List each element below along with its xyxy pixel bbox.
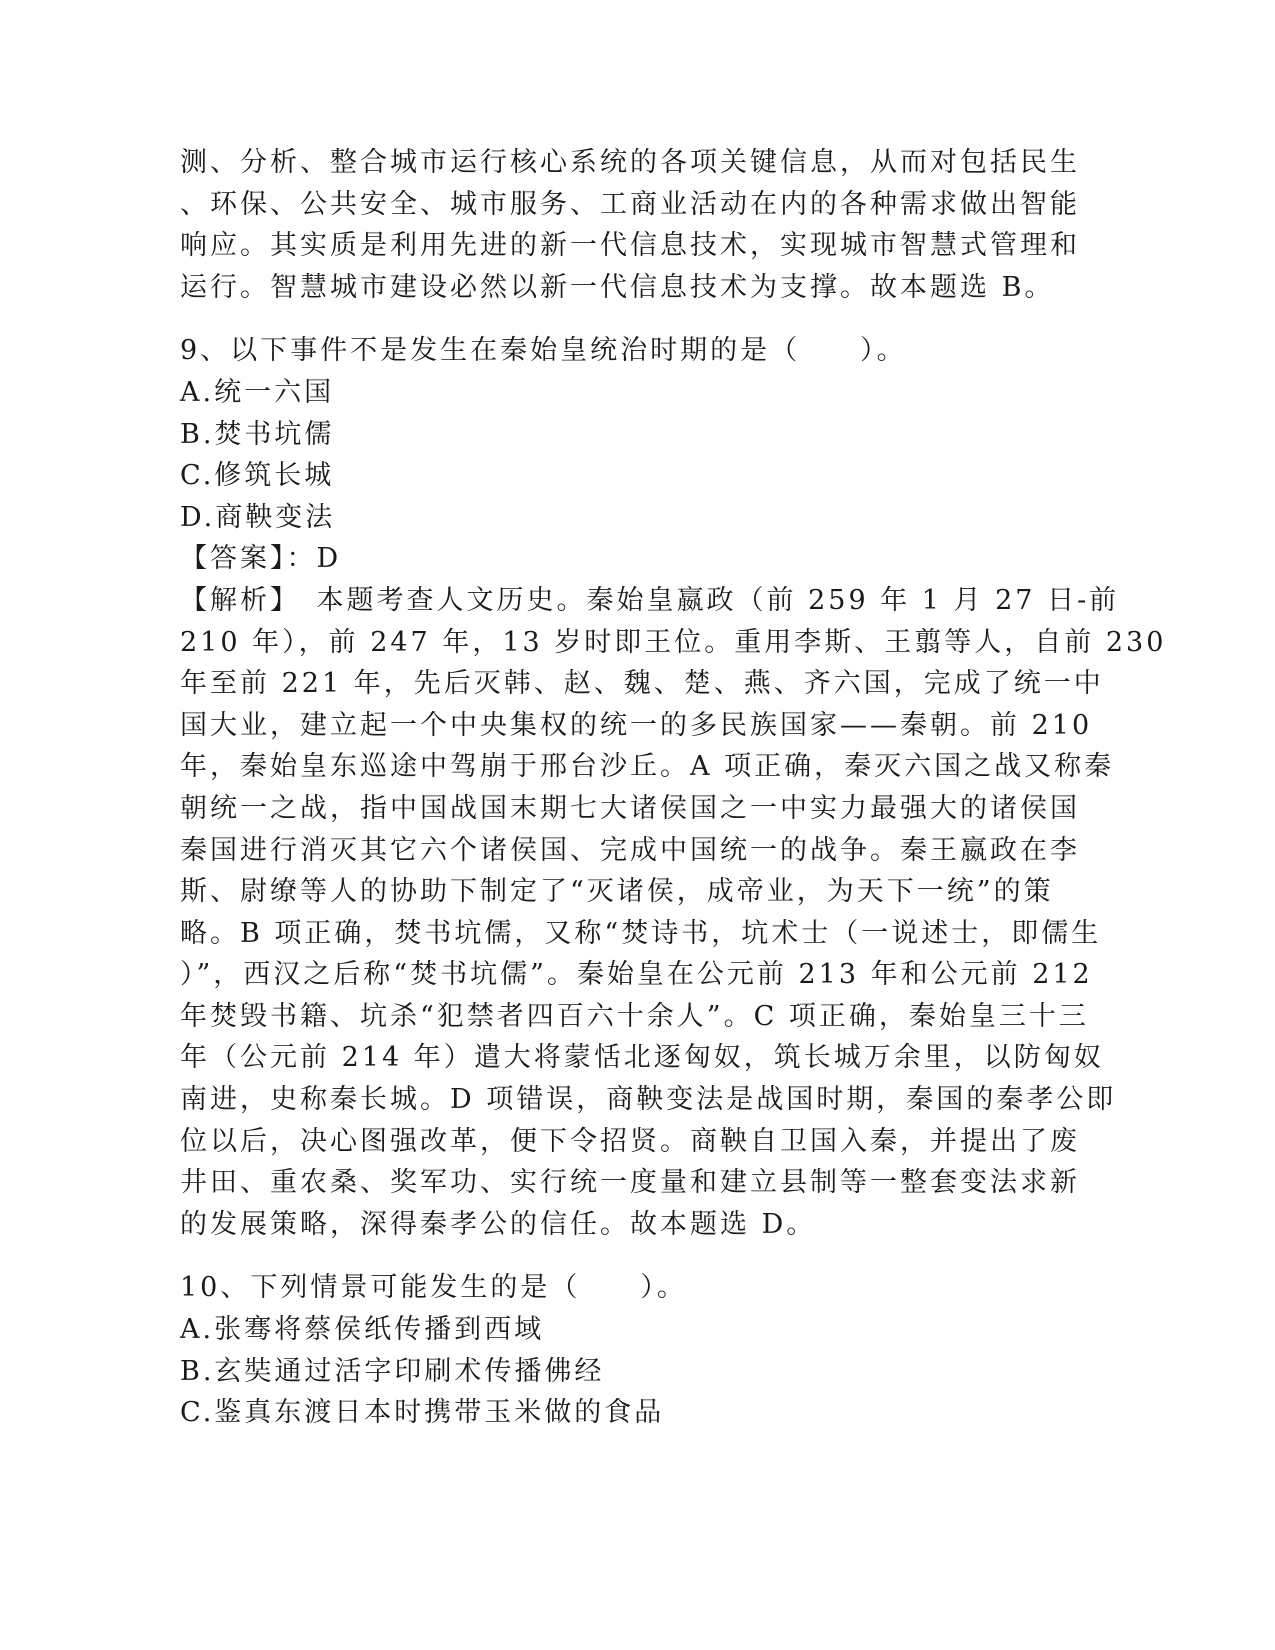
text-line: 年至前 221 年，先后灭韩、赵、魏、楚、燕、齐六国，完成了统一中 [180,668,1104,700]
text-line: 朝统一之战，指中国战国末期七大诸侯国之一中实力最强大的诸侯国 [180,792,1080,824]
paragraph-gap [180,1245,1040,1267]
option-a: A.统一六国 [180,376,335,408]
text-line: 210 年），前 247 年，13 岁时即王位。重用李斯、王翦等人，自前 230 [180,626,1167,658]
text-line: 【解析】 本题考查人文历史。秦始皇嬴政（前 259 年 1 月 27 日-前 [180,584,1120,616]
text-line: 运行。智慧城市建设必然以新一代信息技术为支撑。故本题选 B。 [180,271,1055,303]
text-line: 国大业，建立起一个中央集权的统一的多民族国家——秦朝。前 210 [180,709,1093,741]
document-page [180,142,1167,1434]
answer-line: 【答案】：D [180,543,342,575]
option-b: B.焚书坑儒 [180,418,335,450]
text-line: 位以后，决心图强改革，便下令招贤。商鞅自卫国入秦，并提出了废 [180,1125,1080,1157]
option-a: A.张骞将蔡侯纸传播到西域 [180,1314,545,1346]
option-c: C.修筑长城 [180,460,335,492]
text-line: 斯、尉缭等人的协助下制定了“灭诸侯，成帝业，为天下一统”的策 [180,876,1054,908]
option-b: B.玄奘通过活字印刷术传播佛经 [180,1355,605,1387]
text-line: ）”，西汉之后称“焚书坑儒”。秦始皇在公元前 213 年和公元前 212 [180,959,1093,991]
question-9 [180,330,1167,1245]
text-line: 的发展策略，深得秦孝公的信任。故本题选 D。 [180,1208,817,1240]
text-line: 年，秦始皇东巡途中驾崩于邢台沙丘。A 项正确，秦灭六国之战又称秦 [180,751,1115,783]
text-line: 响应。其实质是利用先进的新一代信息技术，实现城市智慧式管理和 [180,230,1080,262]
text-line: 测、分析、整合城市运行核心系统的各项关键信息，从而对包括民生 [180,147,1080,178]
text-line: 略。B 项正确，焚书坑儒，又称“焚诗书，坑术士（一说述士，即儒生 [180,917,1102,949]
text-line: 、环保、公共安全、城市服务、工商业活动在内的各种需求做出智能 [180,188,1080,220]
question-10 [180,1267,1040,1433]
text-line: 年焚毁书籍、坑杀“犯禁者四百六十余人”。C 项正确，秦始皇三十三 [180,1000,1089,1032]
text-line: 年（公元前 214 年）遣大将蒙恬北逐匈奴，筑长城万余里，以防匈奴 [180,1042,1104,1074]
intro-paragraph [180,142,1080,308]
paragraph-gap [180,308,1040,330]
analysis-paragraph [180,580,1167,1246]
option-c: C.鉴真东渡日本时携带玉米做的食品 [180,1397,665,1429]
question-text: 10、下列情景可能发生的是（ ）。 [180,1272,687,1304]
option-d: D.商鞅变法 [180,501,336,533]
text-line: 南进，史称秦长城。D 项错误，商鞅变法是战国时期，秦国的秦孝公即 [180,1084,1117,1116]
text-line: 秦国进行消灭其它六个诸侯国、完成中国统一的战争。秦王嬴政在李 [180,834,1080,866]
question-text: 9、以下事件不是发生在秦始皇统治时期的是（ ）。 [180,335,907,367]
text-line: 井田、重农桑、奖军功、实行统一度量和建立县制等一整套变法求新 [180,1167,1080,1199]
